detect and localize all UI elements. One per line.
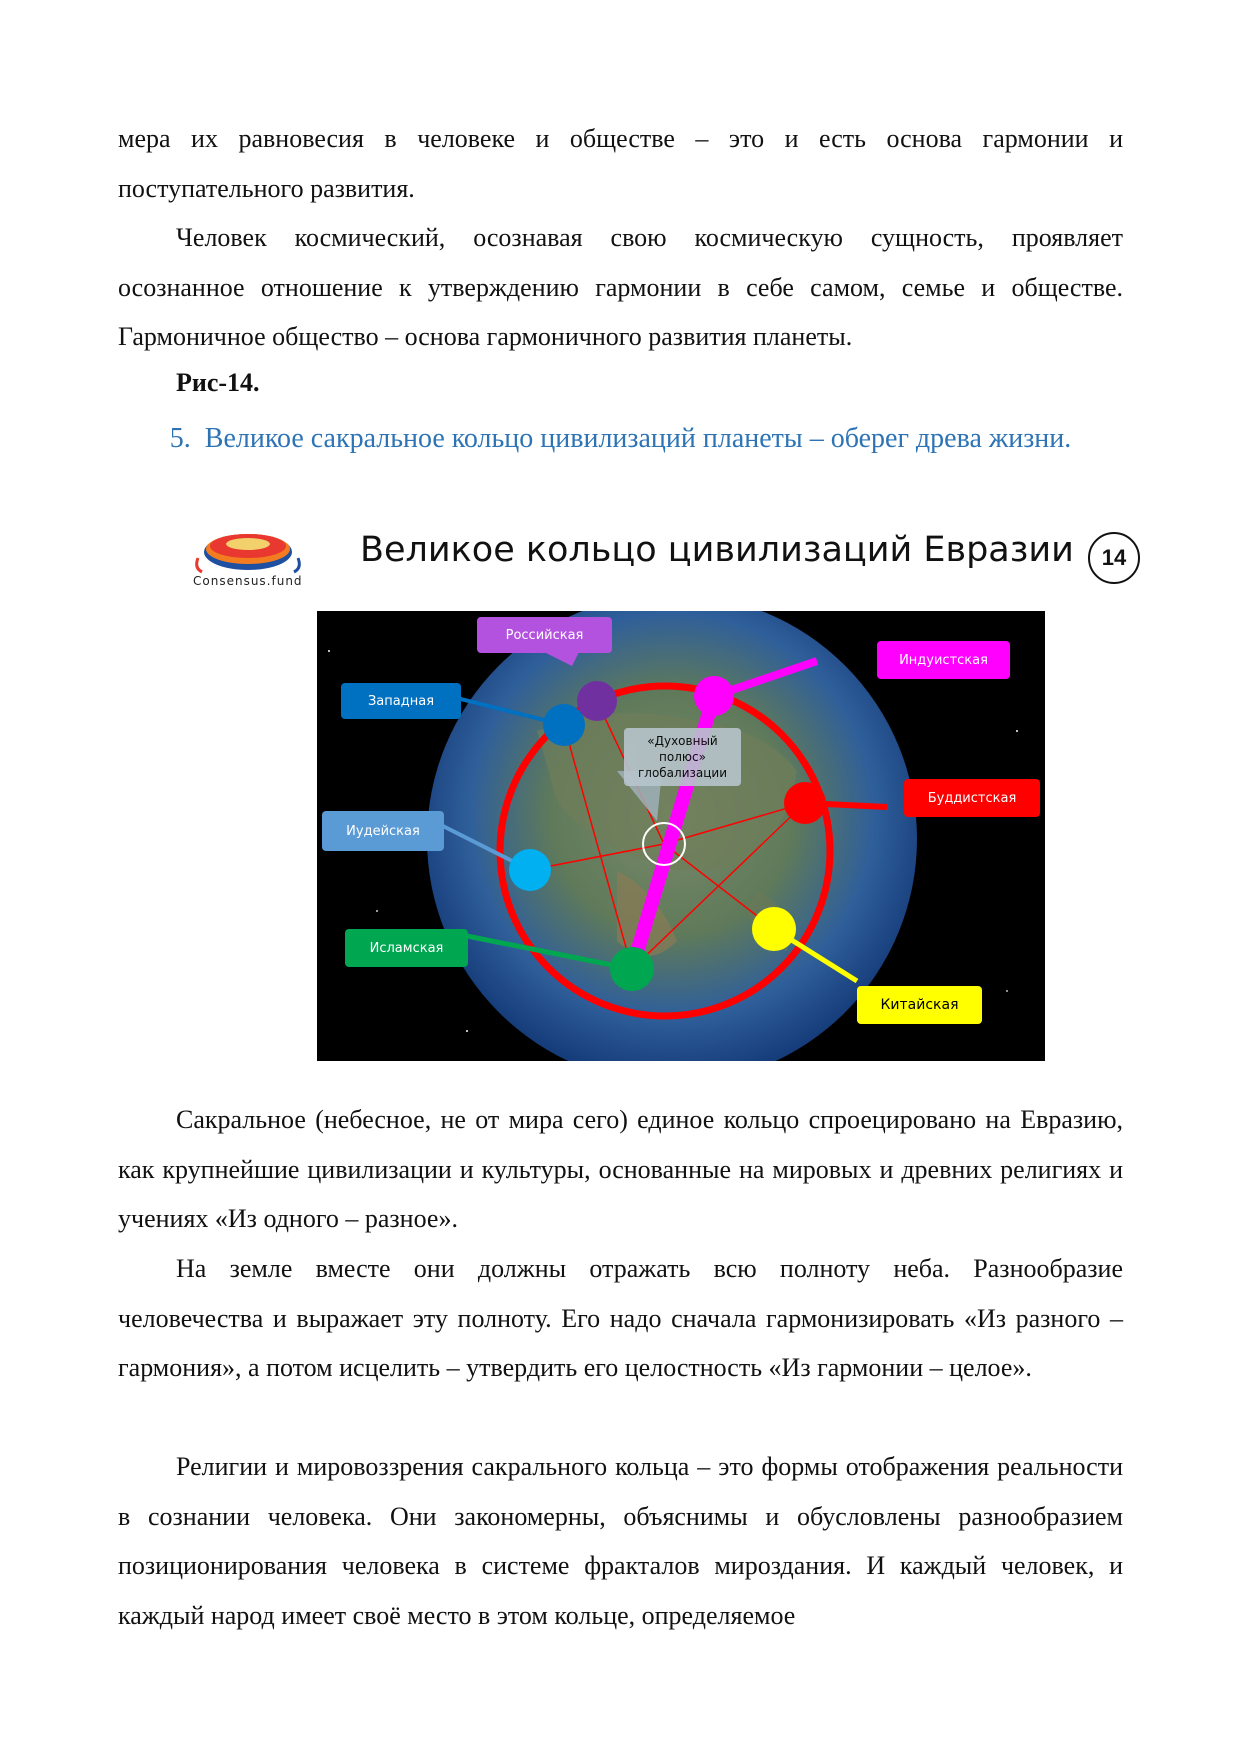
label-russian: Российская: [477, 617, 612, 653]
node-western: [543, 704, 585, 746]
paragraph-1: мера их равновесия в человеке и обществе – это и есть основа гармонии и поступательного развития.: [118, 124, 1123, 203]
node-islamic: [610, 947, 654, 991]
page-badge: 14: [1088, 532, 1140, 584]
label-chinese: Китайская: [857, 986, 982, 1024]
paragraph-2: Человек космический, осознавая свою космическую сущность, проявляет осознанное отношение к утверждению гармонии в себе самом, семье и обществе. Гармоничное общество – основа гармоничного развития планеты.: [118, 223, 1123, 351]
section-heading: [118, 420, 1123, 458]
paragraph-3: Сакральное (небесное, не от мира сего) единое кольцо спроецировано на Евразию, как крупнейшие цивилизации и культуры, основанные на мировых и древних религиях и учениях «Из одного – разное».: [118, 1105, 1123, 1233]
node-hindu: [694, 676, 734, 716]
heading-text: Великое сакральное кольцо цивилизаций планеты – оберег древа жизни.: [204, 423, 1072, 454]
node-judaic: [509, 849, 551, 891]
slide-title: Великое кольцо цивилизаций Евразии: [360, 530, 1074, 570]
heading-number: 5.: [169, 423, 191, 454]
paragraph-4: На земле вместе они должны отражать всю полноту неба. Разнообразие человечества и выражает эту полноту. Его надо сначала гармонизировать «Из разного – гармония», а потом исцелить – утвердить его целостность «Из гармонии – целое».: [118, 1254, 1123, 1382]
figure-caption: Рис-14.: [176, 368, 260, 397]
label-spiritual-pole: «Духовный полюс» глобализации: [624, 728, 741, 786]
label-islamic: Исламская: [345, 929, 468, 967]
globe-figure: [317, 611, 1045, 1061]
logo-text: Consensus.fund: [193, 574, 303, 588]
node-russian: [577, 681, 617, 721]
node-buddhist: [784, 782, 826, 824]
label-judaic: Иудейская: [322, 811, 444, 851]
label-hindu: Индуистская: [877, 641, 1010, 679]
label-buddhist: Буддистская: [904, 779, 1040, 817]
label-western: Западная: [341, 683, 461, 719]
node-chinese: [752, 907, 796, 951]
paragraph-5: Религии и мировоззрения сакрального кольца – это формы отображения реальности в сознании человека. Они закономерны, объяснимы и обусловлены разнообразием позиционирования человека в системе фракталов мироздания. И каждый человек, и каждый народ имеет своё место в этом кольце, определяемое: [118, 1452, 1123, 1630]
